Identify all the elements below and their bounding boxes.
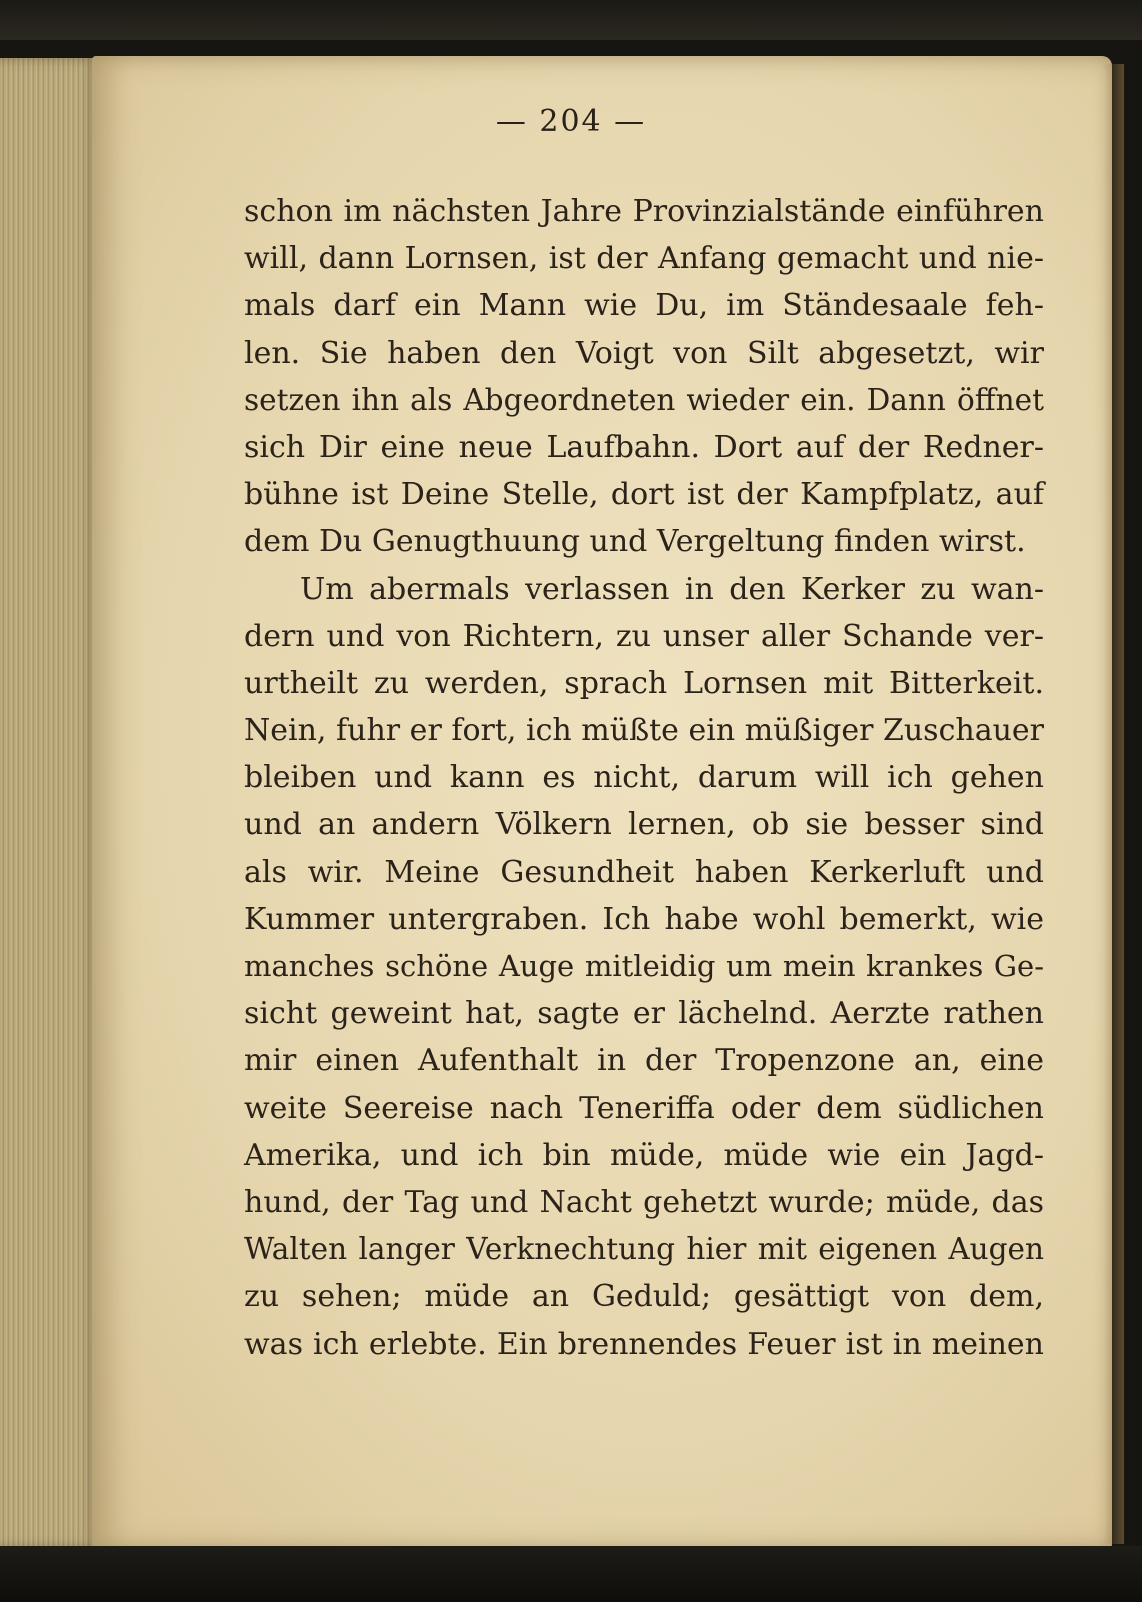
body-text <box>244 188 1044 1368</box>
text-line: Nein, fuhr er fort, ich müßte ein müßiger Zuschauer <box>244 713 1044 749</box>
text-line: setzen ihn als Abgeordneten wieder ein. Dann öffnet <box>244 382 1044 417</box>
text-line: Um abermals verlassen in den Kerker zu wan- <box>300 571 1044 607</box>
text-line: schon im nächsten Jahre Provinzialstände einführen <box>244 194 1044 229</box>
text-line: und an andern Völkern lernen, ob sie besser sind <box>244 807 1044 843</box>
text-line: hund, der Tag und Nacht gehetzt wurde; müde, das <box>244 1184 1044 1220</box>
text-line: Walten langer Verknechtung hier mit eigenen Augen <box>244 1232 1044 1267</box>
text-line: bühne ist Deine Stelle, dort ist der Kampfplatz, auf <box>244 477 1044 513</box>
paragraph <box>244 188 1044 566</box>
text-line: dern und von Richtern, zu unser aller Schande ver- <box>244 618 1044 654</box>
text-line: bleiben und kann es nicht, darum will ich gehen <box>244 760 1044 796</box>
text-line: urtheilt zu werden, sprach Lornsen mit Bitterkeit. <box>244 665 1044 701</box>
text-line: mals darf ein Mann wie Du, im Ständesaale feh- <box>244 288 1044 324</box>
text-line: manches schöne Auge mitleidig um mein krankes Ge- <box>244 949 1044 983</box>
text-line: len. Sie haben den Voigt von Silt abgesetzt, wir <box>244 335 1044 371</box>
text-line: zu sehen; müde an Geduld; gesättigt von dem, <box>244 1279 1044 1315</box>
text-line: dem Du Genugthuung und Vergeltung finden wirst. <box>244 524 1026 560</box>
text-line: Amerika, und ich bin müde, müde wie ein Jagd- <box>244 1137 1044 1173</box>
scan-top-border <box>0 0 1142 40</box>
text-line: sicht geweint hat, sagte er lächelnd. Aerzte rathen <box>244 996 1044 1032</box>
text-line: was ich erlebte. Ein brennendes Feuer ist in meinen <box>244 1326 1044 1362</box>
page-number: — 204 — <box>495 104 647 139</box>
text-line: sich Dir eine neue Laufbahn. Dort auf der Redner- <box>244 429 1044 465</box>
text-line: will, dann Lornsen, ist der Anfang gemacht und nie- <box>244 241 1044 277</box>
book-page-edges <box>0 58 100 1548</box>
page-right-shadow <box>1104 64 1124 1544</box>
text-line: mir einen Aufenthalt in der Tropenzone an, eine <box>244 1043 1044 1079</box>
paragraph <box>244 566 1044 1368</box>
text-line: als wir. Meine Gesundheit haben Kerkerluft und <box>244 854 1044 890</box>
text-line: weite Seereise nach Teneriffa oder dem südlichen <box>244 1090 1044 1126</box>
scan-bottom-border <box>0 1546 1142 1602</box>
text-line: Kummer untergraben. Ich habe wohl bemerkt, wie <box>244 901 1044 937</box>
